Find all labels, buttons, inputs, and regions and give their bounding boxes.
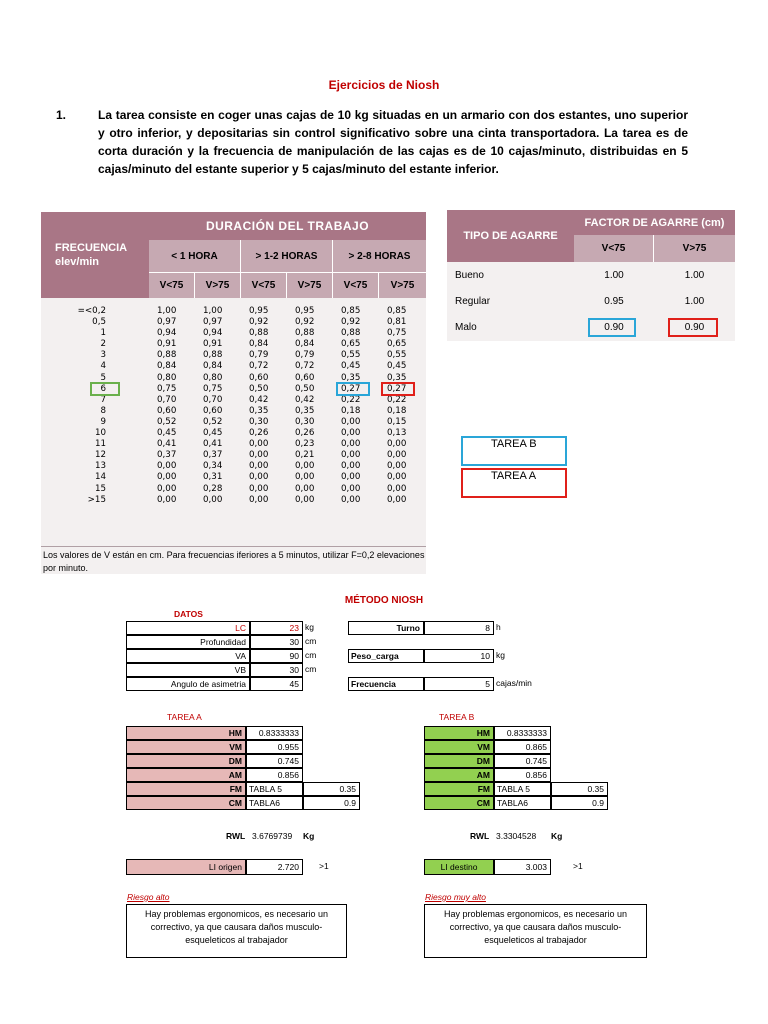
grip-row-v2: 1.00 [684, 295, 705, 307]
factor-value: 0,00 [157, 494, 177, 505]
grip-row-v2: 1.00 [684, 269, 705, 281]
tarea-b-grip-highlight [588, 318, 636, 337]
frequency-value: >15 [87, 494, 106, 505]
tarea-a-li-compare: >1 [319, 861, 329, 871]
sub-header: V>75 [195, 272, 241, 298]
factor-value: 0,00 [387, 439, 407, 450]
tarea-b-factor-value: TABLA 5 [494, 782, 551, 796]
tarea-a-factor-value: TABLA6 [246, 796, 303, 810]
grip-type-header: TIPO DE AGARRE [447, 210, 574, 262]
frequency-value: =<0,2 [77, 306, 106, 316]
frequency-value: 7 [100, 394, 106, 405]
datos-label-cell: VB [126, 663, 250, 677]
factor-value: 0,27 [387, 383, 407, 394]
tarea-b-table-value: 0.35 [551, 782, 608, 796]
factor-value: 0,00 [341, 428, 361, 439]
tarea-a-li-value: 2.720 [246, 859, 303, 875]
factor-value: 0,92 [295, 317, 315, 328]
grip-row-v1: 0.90 [604, 321, 624, 333]
factor-value: 0,00 [295, 472, 315, 483]
frequency-value: 6 [100, 383, 106, 394]
frequency-value: 5 [100, 372, 106, 383]
factor-value: 0,52 [203, 416, 223, 427]
factor-value: 0,84 [203, 361, 223, 372]
factor-value: 0,42 [249, 394, 269, 405]
factor-value: 0,81 [387, 317, 407, 328]
tarea-b-factor-value: TABLA6 [494, 796, 551, 810]
factor-value: 0,00 [341, 439, 361, 450]
freq-header: FRECUENCIA elev/min [41, 212, 149, 298]
document-title: Ejercicios de Niosh [328, 78, 440, 92]
factor-value: 0,34 [203, 461, 223, 472]
datos-value-cell: 23 [250, 621, 303, 635]
factor-column [203, 306, 222, 506]
tarea-a-comment: Hay problemas ergonomicos, es necesario un correctivo, ya que causara daños musculo-esqueleticos al trabajador [126, 904, 347, 958]
tarea-a-factor-key: VM [126, 740, 246, 754]
tarea-b-factor-key: CM [424, 796, 494, 810]
frequency-value: 2 [100, 339, 106, 350]
tarea-b-comment: Hay problemas ergonomicos, es necesario un correctivo, ya que causara daños musculo-esqueleticos al trabajador [424, 904, 647, 958]
factor-value: 0,13 [387, 428, 407, 439]
tarea-a-rwl-value: 3.6769739 [252, 831, 293, 841]
tarea-a-grip-highlight [668, 318, 718, 337]
factor-value: 0,60 [249, 372, 269, 383]
factor-value: 0,00 [249, 472, 269, 483]
datos-label-cell: LC [126, 621, 250, 635]
sub-header: V<75 [149, 272, 195, 298]
tarea-a-risk: Riesgo alto [127, 892, 170, 902]
group-header: > 2-8 HORAS [333, 240, 426, 272]
tarea-a-li-label: LI origen [126, 859, 246, 875]
datos-unit: cm [305, 636, 317, 646]
factor-value: 0,00 [203, 494, 223, 505]
factor-value: 0,30 [295, 416, 315, 427]
factor-value: 0,79 [249, 350, 269, 361]
turno-label: Turno [348, 621, 424, 635]
tarea-b-li-label: LI destino [424, 859, 494, 875]
frequency-value: 15 [94, 483, 106, 494]
grip-sub-header: V>75 [654, 235, 735, 262]
factor-value: 0,31 [203, 472, 223, 483]
factor-value: 0,88 [341, 328, 361, 339]
tarea-b-factor-key: DM [424, 754, 494, 768]
tarea-a-rwl-label: RWL [226, 831, 246, 841]
factor-value: 0,88 [295, 328, 315, 339]
factor-value: 0,60 [295, 372, 315, 383]
duration-header: DURACIÓN DEL TRABAJO [149, 212, 426, 240]
frecuencia-label: Frecuencia [348, 677, 424, 691]
factor-value: 0,70 [203, 394, 223, 405]
factor-value: 0,26 [295, 428, 315, 439]
sub-header: V<75 [241, 272, 287, 298]
factor-value: 0,45 [203, 428, 223, 439]
tarea-a-factor-value: 0.955 [246, 740, 303, 754]
grip-row-type: Bueno [455, 269, 484, 281]
peso-label: Peso_carga [348, 649, 424, 663]
factor-value: 0,41 [157, 439, 177, 450]
factor-value: 0,21 [295, 450, 315, 461]
factor-value: 0,00 [249, 439, 269, 450]
factor-value: 0,00 [249, 483, 269, 494]
factor-value: 0,42 [295, 394, 315, 405]
datos-label-cell: Profundidad [126, 635, 250, 649]
tarea-a-label: TAREA A [167, 712, 202, 722]
tarea-b-factor-key: VM [424, 740, 494, 754]
tarea-b-table-value: 0.9 [551, 796, 608, 810]
datos-label-cell: VA [126, 649, 250, 663]
tarea-b-factor-key: FM [424, 782, 494, 796]
factor-value: 0,26 [249, 428, 269, 439]
factor-value: 0,22 [341, 394, 361, 405]
factor-column [157, 306, 176, 506]
factor-value: 0,18 [341, 405, 361, 416]
factor-value: 0,00 [249, 461, 269, 472]
factor-value: 0,94 [203, 328, 223, 339]
factor-value: 0,72 [295, 361, 315, 372]
tarea-a-factor-value: TABLA 5 [246, 782, 303, 796]
factor-value: 0,95 [295, 306, 315, 316]
tarea-a-factor-value: 0.856 [246, 768, 303, 782]
factor-value: 0,92 [249, 317, 269, 328]
group-header: < 1 HORA [149, 240, 241, 272]
tarea-b-rwl-label: RWL [470, 831, 490, 841]
factor-value: 0,00 [387, 461, 407, 472]
factor-column [249, 306, 268, 506]
sub-header: V<75 [333, 272, 379, 298]
factor-value: 0,15 [387, 416, 407, 427]
tarea-a-legend [461, 468, 567, 498]
factor-value: 0,00 [341, 450, 361, 461]
tarea-b-factor-key: AM [424, 768, 494, 782]
frequency-value: 4 [100, 361, 106, 372]
datos-label-cell: Angulo de asimetria [126, 677, 250, 691]
factor-value: 0,92 [341, 317, 361, 328]
factor-value: 0,79 [295, 350, 315, 361]
tarea-b-label: TAREA B [439, 712, 475, 722]
factor-value: 0,60 [157, 405, 177, 416]
grip-row-v1: 1.00 [604, 269, 624, 281]
datos-value-cell: 30 [250, 663, 303, 677]
factor-value: 0,55 [341, 350, 361, 361]
datos-label: DATOS [174, 609, 203, 619]
factor-value: 0,52 [157, 416, 177, 427]
tarea-b-legend [461, 436, 567, 466]
factor-value: 0,35 [249, 405, 269, 416]
factor-value: 0,75 [387, 328, 407, 339]
grip-row-type: Regular [455, 295, 491, 307]
factor-value: 0,00 [249, 494, 269, 505]
tarea-a-factor-key: HM [126, 726, 246, 740]
datos-unit: cm [305, 664, 317, 674]
factor-value: 0,00 [295, 461, 315, 472]
factor-column [387, 306, 406, 506]
factor-value: 0,91 [157, 339, 177, 350]
factor-value: 0,45 [157, 428, 177, 439]
factor-value: 0,00 [387, 483, 407, 494]
freq-table-note: Los valores de V están en cm. Para frecuencias iferiores a 5 minutos, utilizar F=0,2 elevaciones por minuto. [41, 546, 426, 575]
question-number: 1. [56, 108, 67, 122]
grip-row-v2: 0.90 [684, 321, 705, 333]
factor-value: 0,97 [157, 317, 177, 328]
factor-value: 0,41 [203, 439, 223, 450]
factor-value: 0,84 [295, 339, 315, 350]
tarea-b-li-compare: >1 [573, 861, 583, 871]
factor-value: 0,30 [249, 416, 269, 427]
factor-value: 0,88 [203, 350, 223, 361]
factor-value: 0,00 [157, 472, 177, 483]
frequency-highlight [90, 382, 120, 396]
factor-value: 0,00 [341, 416, 361, 427]
tarea-b-factor-value: 0.8333333 [494, 726, 551, 740]
factor-value: 0,27 [341, 383, 361, 394]
frequency-value: 1 [100, 328, 106, 339]
factor-value: 0,75 [157, 383, 177, 394]
factor-value: 0,28 [203, 483, 223, 494]
tarea-a-rwl-unit: Kg [303, 831, 315, 841]
factor-column [295, 306, 314, 506]
sub-header: V>75 [287, 272, 333, 298]
tarea-b-li-value: 3.003 [494, 859, 551, 875]
factor-value: 0,00 [295, 494, 315, 505]
factor-value: 0,88 [157, 350, 177, 361]
frequency-value: 14 [94, 472, 106, 483]
factor-value: 0,37 [203, 450, 223, 461]
tarea-a-legend-label: TAREA A [491, 470, 537, 482]
factor-value: 0,45 [387, 361, 407, 372]
factor-value: 0,85 [387, 306, 407, 316]
tarea-b-factor-value: 0.856 [494, 768, 551, 782]
grip-factor-header: FACTOR DE AGARRE (cm) [574, 210, 735, 235]
factor-value: 0,95 [249, 306, 269, 316]
group-header: > 1-2 HORAS [241, 240, 333, 272]
factor-value: 0,00 [157, 483, 177, 494]
turno-value: 8 [424, 621, 494, 635]
factor-value: 0,35 [387, 372, 407, 383]
factor-value: 0,70 [157, 394, 177, 405]
factor-value: 0,88 [249, 328, 269, 339]
factor-value: 0,00 [341, 472, 361, 483]
datos-value-cell: 30 [250, 635, 303, 649]
factor-value: 0,00 [387, 472, 407, 483]
frequency-value: 12 [94, 450, 106, 461]
factor-value: 0,45 [341, 361, 361, 372]
tarea-a-factor-key: CM [126, 796, 246, 810]
datos-unit: cm [305, 650, 317, 660]
frecuencia-unit: cajas/min [496, 678, 532, 688]
factor-value: 1,00 [203, 306, 223, 316]
factor-value: 0,18 [387, 405, 407, 416]
tarea-b-legend-label: TAREA B [491, 438, 537, 450]
frequency-value: 8 [100, 405, 106, 416]
tarea-a-factor-key: FM [126, 782, 246, 796]
factor-value: 1,00 [157, 306, 177, 316]
tarea-b-highlight [336, 382, 370, 396]
factor-value: 0,00 [387, 494, 407, 505]
tarea-a-highlight [381, 382, 415, 396]
peso-value: 10 [424, 649, 494, 663]
datos-unit: kg [305, 622, 314, 632]
factor-value: 0,85 [341, 306, 361, 316]
factor-value: 0,60 [203, 405, 223, 416]
tarea-b-rwl-value: 3.3304528 [496, 831, 537, 841]
factor-value: 0,22 [387, 394, 407, 405]
frequency-column [46, 306, 106, 506]
factor-value: 0,00 [341, 494, 361, 505]
frequency-value: 13 [94, 461, 106, 472]
frequency-value: 3 [100, 350, 106, 361]
frecuencia-value: 5 [424, 677, 494, 691]
tarea-a-factor-value: 0.745 [246, 754, 303, 768]
factor-value: 0,00 [249, 450, 269, 461]
grip-sub-header: V<75 [574, 235, 654, 262]
factor-value: 0,84 [249, 339, 269, 350]
tarea-a-factor-key: AM [126, 768, 246, 782]
tarea-a-factor-key: DM [126, 754, 246, 768]
factor-value: 0,00 [387, 450, 407, 461]
factor-value: 0,65 [387, 339, 407, 350]
factor-value: 0,23 [295, 439, 315, 450]
factor-value: 0,00 [295, 483, 315, 494]
factor-value: 0,80 [157, 372, 177, 383]
factor-value: 0,75 [203, 383, 223, 394]
factor-value: 0,94 [157, 328, 177, 339]
factor-value: 0,65 [341, 339, 361, 350]
tarea-b-factor-value: 0.865 [494, 740, 551, 754]
factor-value: 0,50 [249, 383, 269, 394]
factor-value: 0,37 [157, 450, 177, 461]
turno-unit: h [496, 622, 501, 632]
datos-value-cell: 90 [250, 649, 303, 663]
factor-value: 0,91 [203, 339, 223, 350]
niosh-title: MÉTODO NIOSH [344, 595, 424, 606]
tarea-b-factor-key: HM [424, 726, 494, 740]
frequency-value: 11 [94, 439, 106, 450]
factor-value: 0,00 [341, 483, 361, 494]
tarea-b-factor-value: 0.745 [494, 754, 551, 768]
peso-unit: kg [496, 650, 505, 660]
factor-value: 0,97 [203, 317, 223, 328]
factor-value: 0,00 [341, 461, 361, 472]
tarea-b-rwl-unit: Kg [551, 831, 563, 841]
factor-value: 0,72 [249, 361, 269, 372]
question-text: La tarea consiste en coger unas cajas de 10 kg situadas en un armario con dos estantes, uno superior y otro inferior, y depositarias sin control significativo sobre una cinta transportadora. La tarea es de corta duración y la frecuencia de manipulación de las cajas es de 10 cajas/minuto, distribuidas en 5 cajas/minuto del estante superior y 5 cajas/minuto del estante inferior. [98, 108, 688, 176]
factor-value: 0,50 [295, 383, 315, 394]
tarea-b-risk: Riesgo muy alto [425, 892, 486, 902]
tarea-a-factor-value: 0.8333333 [246, 726, 303, 740]
grip-row-v1: 0.95 [604, 295, 624, 307]
frequency-value: 9 [100, 416, 106, 427]
factor-value: 0,80 [203, 372, 223, 383]
sub-header: V>75 [379, 272, 426, 298]
factor-column [341, 306, 360, 506]
grip-row-type: Malo [455, 321, 477, 333]
factor-value: 0,35 [295, 405, 315, 416]
tarea-a-table-value: 0.9 [303, 796, 360, 810]
frequency-value: 0,5 [92, 317, 106, 328]
frequency-value: 10 [94, 428, 106, 439]
factor-value: 0,55 [387, 350, 407, 361]
tarea-a-table-value: 0.35 [303, 782, 360, 796]
factor-value: 0,00 [157, 461, 177, 472]
factor-value: 0,35 [341, 372, 361, 383]
datos-value-cell: 45 [250, 677, 303, 691]
factor-value: 0,84 [157, 361, 177, 372]
